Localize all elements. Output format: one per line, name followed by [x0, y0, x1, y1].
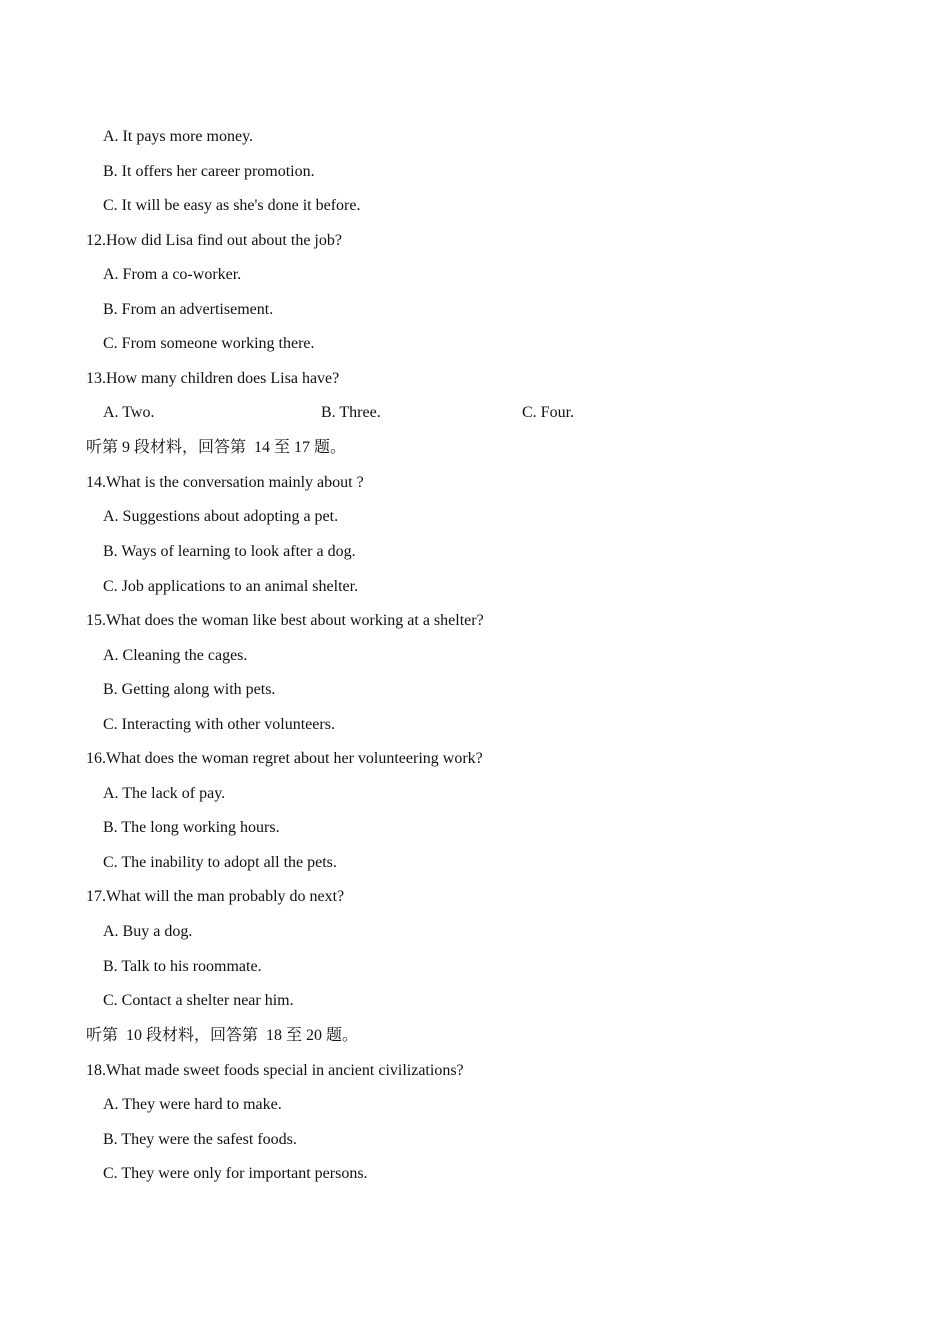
q11-option-b: B. It offers her career promotion.: [103, 163, 315, 180]
q13-option-b: B. Three.: [321, 404, 381, 421]
q16-option-b: B. The long working hours.: [103, 819, 280, 836]
q17-option-c: C. Contact a shelter near him.: [103, 992, 294, 1009]
q15-option-a: A. Cleaning the cages.: [103, 647, 248, 664]
q12-option-b: B. From an advertisement.: [103, 301, 274, 318]
q12-question: 12.How did Lisa find out about the job?: [86, 232, 342, 249]
q12-option-a: A. From a co-worker.: [103, 266, 242, 283]
q13-option-a: A. Two.: [103, 404, 155, 421]
q11-option-c: C. It will be easy as she's done it before.: [103, 197, 361, 214]
q18-question: 18.What made sweet foods special in ancient civilizations?: [86, 1062, 464, 1079]
q16-question: 16.What does the woman regret about her volunteering work?: [86, 750, 483, 767]
q18-option-b: B. They were the safest foods.: [103, 1131, 297, 1148]
q13-option-c: C. Four.: [522, 404, 575, 421]
q14-option-b: B. Ways of learning to look after a dog.: [103, 543, 356, 560]
q14-option-a: A. Suggestions about adopting a pet.: [103, 508, 339, 525]
q16-option-a: A. The lack of pay.: [103, 785, 226, 802]
section-10-instruction: 听第 10 段材料，回答第 18 至 20 题。: [86, 1027, 359, 1044]
q18-option-a: A. They were hard to make.: [103, 1096, 282, 1113]
q16-option-c: C. The inability to adopt all the pets.: [103, 854, 337, 871]
q15-option-b: B. Getting along with pets.: [103, 681, 276, 698]
q18-option-c: C. They were only for important persons.: [103, 1165, 368, 1182]
q11-option-a: A. It pays more money.: [103, 128, 254, 145]
q17-question: 17.What will the man probably do next?: [86, 888, 345, 905]
q14-question: 14.What is the conversation mainly about ?: [86, 474, 364, 491]
q12-option-c: C. From someone working there.: [103, 335, 315, 352]
section-9-instruction: 听第 9 段材料，回答第 14 至 17 题。: [86, 439, 347, 456]
q14-option-c: C. Job applications to an animal shelter.: [103, 578, 359, 595]
q13-question: 13.How many children does Lisa have?: [86, 370, 340, 387]
q17-option-a: A. Buy a dog.: [103, 923, 193, 940]
q17-option-b: B. Talk to his roommate.: [103, 958, 262, 975]
q15-option-c: C. Interacting with other volunteers.: [103, 716, 335, 733]
q15-question: 15.What does the woman like best about working at a shelter?: [86, 612, 484, 629]
